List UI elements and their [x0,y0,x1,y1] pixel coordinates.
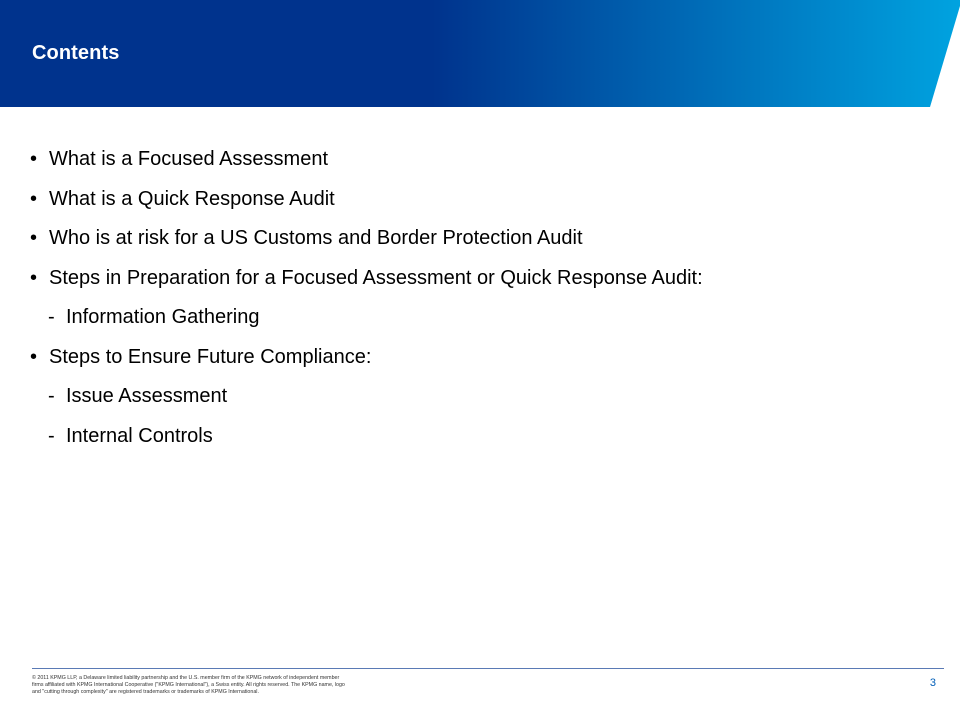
bullet-icon: • [30,148,38,170]
bullet-item [30,186,703,212]
dash-icon: - [48,424,55,447]
header-gradient-shape [0,0,960,107]
bullet-icon: • [30,227,38,249]
item-text: Who is at risk for a US Customs and Border Protection Audit [49,227,583,249]
item-text: Issue Assessment [66,385,228,407]
item-text: What is a Quick Response Audit [49,187,335,210]
item-text: Internal Controls [66,424,213,447]
item-text: Information Gathering [66,306,260,328]
item-text: Steps in Preparation for a Focused Assessment or Quick Response Audit: [49,266,703,289]
page-number: 3 [929,677,936,689]
bullet-icon: • [30,187,38,210]
item-text: What is a Focused Assessment [49,148,329,170]
footer-legal-text: © 2011 KPMG LLP, a Delaware limited liability partnership and the U.S. member firm of the KPMG network of independent member firms affiliated with KPMG International Cooperative ("KPMG International"), a Swiss entity. All rights reserved. The KPMG name, logo and "cutting through complexity" are registered trademarks or trademarks of KPMG International. [32,675,345,696]
footer-divider [32,668,944,669]
sub-bullet-item [30,423,703,449]
bullet-icon: • [30,266,38,289]
item-text: Steps to Ensure Future Compliance: [49,345,372,368]
dash-icon: - [48,306,55,328]
sub-bullet-item [30,304,703,330]
bullet-icon: • [30,345,38,368]
bullet-item [30,146,703,172]
bullet-item [30,225,703,251]
page-title: Contents [32,42,120,64]
sub-bullet-item [30,383,703,409]
bullet-item [30,265,703,291]
bullet-item [30,344,703,370]
dash-icon: - [48,385,55,407]
header-band [0,0,960,107]
contents-list [30,146,703,462]
